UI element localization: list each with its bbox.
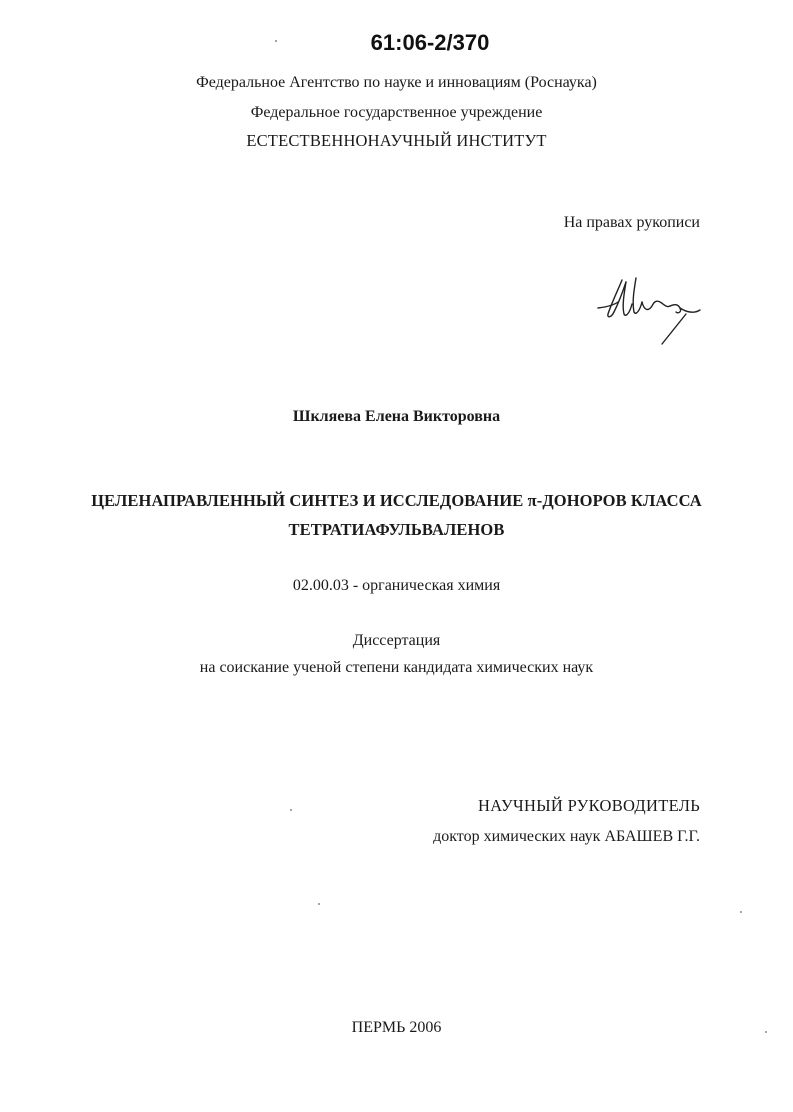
dissertation-title-line-2: ТЕТРАТИАФУЛЬВАЛЕНОВ [288, 520, 505, 539]
author-name: Шкляева Елена Викторовна [292, 408, 501, 425]
scan-speck [318, 903, 320, 905]
scan-speck [740, 911, 742, 913]
scan-speck [290, 809, 292, 811]
city-year: ПЕРМЬ 2006 [351, 1019, 442, 1036]
supervisor-label: НАУЧНЫЙ РУКОВОДИТЕЛЬ [478, 796, 700, 815]
supervisor-name: доктор химических наук АБАШЕВ Г.Г. [433, 828, 700, 845]
dissertation-label: Диссертация [352, 632, 441, 649]
agency-name: Федеральное Агентство по науке и инновациям (Роснаука) [196, 74, 597, 91]
rights-note: На правах рукописи [563, 214, 700, 231]
degree-description: на соискание ученой степени кандидата химических наук [199, 659, 594, 676]
handwritten-signature [596, 274, 708, 348]
specialty-code: 02.00.03 - органическая химия [292, 577, 501, 594]
dissertation-title-line-1: ЦЕЛЕНАПРАВЛЕННЫЙ СИНТЕЗ И ИССЛЕДОВАНИЕ π-ДОНОРОВ КЛАССА [91, 491, 702, 510]
institution-type: Федеральное государственное учреждение [250, 104, 543, 121]
institute-name: ЕСТЕСТВЕННОНАУЧНЫЙ ИНСТИТУТ [246, 131, 547, 150]
scan-speck [765, 1031, 767, 1033]
scan-speck [275, 40, 277, 42]
catalog-number: 61:06-2/370 [370, 30, 490, 55]
